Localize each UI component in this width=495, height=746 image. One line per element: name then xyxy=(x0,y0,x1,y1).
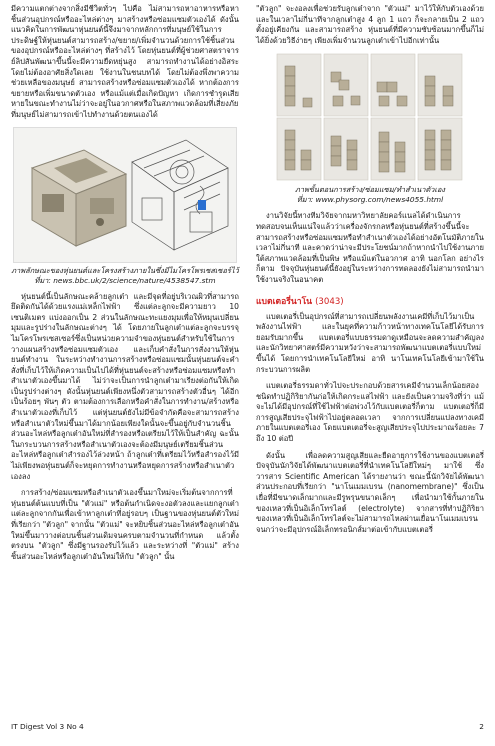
publication-name: IT Digest Vol 3 No 4 xyxy=(11,722,84,731)
paragraph: แบตเตอรี่ธรรมดาทั่วไปจะประกอบด้วยสารเคมีจำนวนเล็กน้อยสองชนิดทำปฏิกิริยากันก่อให้เกิดกระแสไฟฟ้า และยังเป็นความจริงที่ว่า แม้จะไม่ได้มีอุปกรณ์ที่ใช้ไฟฟ้าต่อพ่วงไว้กับแบตเตอรี่ก็ตาม แบตเตอรี่ก็มีการสูญเสียประจุไฟฟ้าไปอยู่ตลอดเวลา จากการเปลี่ยนแปลงทางเคมีภายในแบตเตอรี่เอง โดยแบตเตอรี่จะสูญเสียประจุไปประมาณร้อยละ 7 ถึง 10 ต่อปี xyxy=(256,381,484,444)
right-column xyxy=(256,4,484,535)
robot-illustration xyxy=(14,128,236,262)
paragraph: การสร้าง/ซ่อมแซมหรือสำเนาตัวเองขึ้นมาใหม่จะเริ่มต้นจากการที่หุ่นยนต์ต้นแบบที่เป็น "ตัวแม่" หรือต้นกำเนิดจะงอตัวลงและแยกลูกเต๋าแต่ละลูกจากกันเพื่อเข้าหาลูกเต๋าที่อยู่รอบๆ เป็นฐานของหุ่นยนต์ตัวใหม่ที่เรียกว่า "ตัวลูก" จากนั้น "ตัวแม่" จะหยิบชิ้นส่วนอะไหล่หรือลูกเต๋าอันใหม่ขึ้นมาวางต่อบนชิ้นส่วนเดิมจนครบตามจำนวนที่กำหนด แล้วตั้งตรงบน "ตัวลูก" ซึ่งมีฐานรองรับไว้แล้ว และระหว่างที่ "ตัวแม่" สร้างชิ้นส่วนอะไหล่หรือลูกเต๋าอันใหม่ให้กับ "ตัวลูก" นั้น xyxy=(11,488,239,561)
replication-sequence xyxy=(275,52,465,182)
left-column xyxy=(11,4,239,562)
figure-source: ที่มา: news.bbc.uk/2/science/nature/4538547.stm xyxy=(34,275,216,285)
page-footer xyxy=(11,722,484,731)
paragraph: งานวิจัยนี้ทางทีมวิจัยจากมหาวิทยาลัยคอร์แนลได้ดำเนินการทดสอบจนเห็นแน่ใจแล้วว่าเครื่องจักรกลหรือหุ่นยนต์ที่สร้างขึ้นนี้จะสามารถสร้างหรือซ่อมแซมหรือทำสำเนาตัวเองได้อย่างอัตโนมัติภายในเวลาไม่กี่นาที และคาดว่าน่าจะมีประโยชน์มากถ้าหากนำไปใช้งานภายใต้สภาพแวดล้อมที่เป็นพิษ หรือแม้แต่ในอวกาศ อาทิ นอกโลก อย่างไรก็ตาม ปัจจุบันหุ่นยนต์นี้ยังอยู่ในระหว่างการทดลองยังไม่สามารถนำมาใช้งานจริงในอนาคต xyxy=(256,211,484,284)
component-highlight xyxy=(198,200,206,210)
figure-caption xyxy=(11,266,239,286)
paragraph: แบตเตอรี่เป็นอุปกรณ์ที่สามารถเปลี่ยนพลังงานเคมีที่เก็บไว้มาเป็นพลังงานไฟฟ้า และในยุคที่ความก้าวหน้าทางเทคโนโลยีได้รับการยอมรับมากขึ้น แบตเตอรี่แบบธรรมดาดูเหมือนจะลดความสำคัญลง และนักวิทยาศาสตร์มีความหวังว่าจะสามารถพัฒนาแบตเตอรี่แบบใหม่ขึ้นได้ โดยการนำเทคโนโลยีใหม่ อาทิ นาโนเทคโนโลยีเข้ามาใช้ในกระบวนการผลิต xyxy=(256,311,484,374)
page-number: 2 xyxy=(479,722,484,731)
section-title: แบตเตอรี่นาโน xyxy=(256,296,313,307)
self-replication-photos xyxy=(275,52,465,182)
figure-source: ที่มา: www.physorg.com/news4055.html xyxy=(296,195,444,205)
robot-figure xyxy=(11,127,239,286)
paragraph: "ตัวลูก" จะงอลงเพื่อช่วยรับลูกเต๋าจาก "ตัวแม่" มาไว้ให้กับตัวเองด้วย และในเวลาไม่กี่นาทีจากลูกเต๋าสูง 4 ลูก 1 แถว ก็จะกลายเป็น 2 แถว ตั้งอยู่เคียงกัน และสามารถสร้าง หุ่นยนต์ที่มีความซับซ้อนมากขึ้นก็ไม่ได้ยิ่งด้วยวิธีง่ายๆ เพียงเพิ่มจำนวนลูกเต๋าเข้าไปอีกเท่านั้น xyxy=(256,4,484,45)
section-heading xyxy=(256,294,484,308)
section-number: (3043) xyxy=(315,296,344,307)
paragraph: ดังนั้น เพื่อลดความสูญเสียและยืดอายุการใช้งานของแบตเตอรี่ ปัจจุบันนักวิจัยได้พัฒนาแบตเตอรี่ที่นำเทคโนโลยีใหม่ๆ มาใช้ ซึ่งวารสาร Scientific American ได้รายงานว่า ขณะนี้นักวิจัยได้พัฒนาส่วนประกอบที่เรียกว่า "นาโนเมมเบรน (nanomembrane)" ซึ่งเป็นเยื่อที่มีขนาดเล็กมากและมีรูพรุนขนาดเล็กๆ เพื่อนำมาใช้กั้นภายในของเหลวที่เป็นอิเล็กโทรไลต์ (electrolyte) จากสารที่ทำปฏิกิริยาของเหลวที่เป็นอิเล็กโทรไลต์จะไม่สามารถไหลผ่านเยื่อนาโนเมมเบรนจนกว่าจะมีอุปกรณ์อิเล็กทรอนิกส์มาต่อเข้ากับแบตเตอรี่ xyxy=(256,450,484,534)
robot-photo xyxy=(13,127,237,263)
self-replication-figure xyxy=(256,52,484,205)
paragraph: หุ่นยนต์นี้เป็นลักษณะคล้ายลูกเต๋า และมีจุดที่อยู่บริเวณผิวที่สามารถยึดติดกันได้ด้วยแรงแม่เหล็กไฟฟ้า ซึ่งแต่ละลูกจะมีความยาว 10 เซนติเมตร แบ่งออกเป็น 2 ส่วนในลักษณะทะแยงมุมเพื่อให้หมุนเปลี่ยนมุมและรูปร่างในลักษณะต่างๆ ได้ โดยภายในลูกเต๋าแต่ละลูกจะบรรจุไมโครโพรเซสเซอร์ซึ่งเป็นหน่วยความจำของหุ่นยนต์สำหรับใช้ในการวางแผนสร้างหรือซ่อมแซมตัวเอง และเก็บคำสั่งในการสั่งงานให้หุ่นยนต์ทำงาน ในระหว่างทำงานการสร้างหรือซ่อมแซมนั้นหุ่นยนต์จะคำสั่งที่เก็บไว้ให้เกิดความเป็นไปได้ที่หุ่นยนต์จะสร้างหรือซ่อมแซมหรือทำสำเนาตัวเองขึ้นมาได้ ไม่ว่าจะเป็นการนำลูกเต๋ามาเรียงต่อกันให้เกิดเป็นรูปร่างต่างๆ ดังนั้นหุ่นยนต์เพียงหนึ่งตัวสามารถสร้างตัวอื่นๆ ได้อีกเป็นร้อยๆ พันๆ ตัว ตามต้องการเลือกหรือคำสั่งในการทำงาน/สร้างหรือสำเนาตัวเองที่เก็บไว้ แต่หุ่นยนต์ยังไม่มีข้อจำกัดคือจะสามารถสร้างหรือสำเนาตัวใหม่ขึ้นมาได้มากน้อยเพียงใดนั้นจะขึ้นอยู่กับจำนวนชิ้นส่วนอะไหล่หรือลูกเต๋าอันใหม่ที่สำรองหรือเตรียมไว้ให้เป็นสำคัญ ฉะนั้นในกระบวนการสร้างหรือสำเนาตัวเองจะต้องมีมนุษย์เตรียมชิ้นส่วนอะไหล่หรือลูกเต๋าสำรองไว้ล่วงหน้า ถ้าลูกเต๋าที่เตรียมไว้หรือสำรองไว้มีไม่เพียงพอหุ่นยนต์ก็จะหยุดการทำงานหรือหยุดการสร้างหรือสำเนาตัวเองลง xyxy=(11,291,239,481)
figure-caption-text: ภาพขั้นตอนการสร้าง/ซ่อมแซม/ทำสำเนาตัวเอง xyxy=(294,185,445,195)
figure-caption xyxy=(256,185,484,205)
figure-caption-text: ภาพลักษณะของหุ่นยนต์และโครงสร้างภายในซึ่งมีไมโครโพรเซสเซอร์ไว้ xyxy=(11,265,239,275)
paragraph: มีความแตกต่างจากสิ่งมีชีวิตทั่วๆ ไปคือ ไม่สามารถหาอาหารหรือหาชิ้นส่วนอุปกรณ์หรืออะไหล่ต่างๆ มาสร้างหรือซ่อมแซมตัวเองได้ ดังนั้นแนวคิดในการพัฒนาหุ่นยนต์นี้จึงมาจากหลักการที่มนุษย์ใช้ในการประดิษฐ์ให้หุ่นยนต์สามารถสร้าง/ขยาย/เพิ่มจำนวนด้วยการใช้ชิ้นส่วนของอุปกรณ์หรืออะไหล่ต่างๆ ที่สร้างไว้ โดยหุ่นยนต์ที่ผู้ช่วยศาสตราจารย์ลิปสันพัฒนาขึ้นนี้จะมีความยืดหยุ่นสูง สามารถทำงานได้อย่างอิสระโดยไม่ต้องอาศัยสิ่งใดเลย ใช้งานในชนบทได้ โดยไม่ต้องพึ่งพาความช่วยเหลือของมนุษย์ สามารถสร้างหรือซ่อมแซมตัวเองได้ หากต้องการขยายหรือเพิ่มขนาดตัวเอง หรือแม้แต่เมื่อเกิดปัญหา เกิดการชำรุดเสียหายในขณะทำงานไม่ว่าจะอยู่ในอวกาศหรือในสภาพแวดล้อมที่เสี่ยงภัยที่มนุษย์ไม่สามารถเข้าไปทำงานด้วยตนเองได้ xyxy=(11,4,239,119)
